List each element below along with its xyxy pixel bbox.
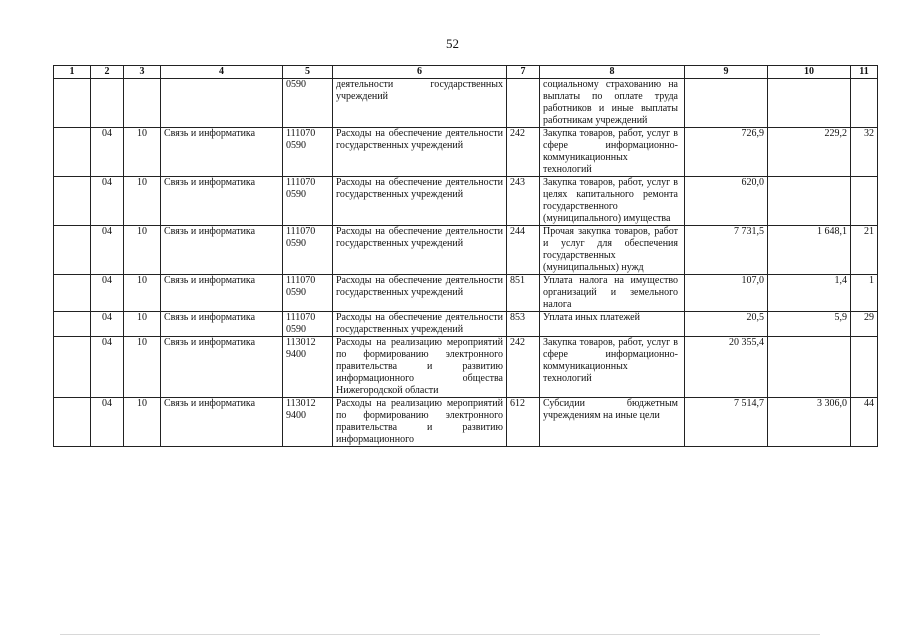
header-row [54,66,878,79]
cell-actual: 229,2 [768,128,851,177]
cell-target-code: 111070 0590 [283,226,333,275]
cell-expense-type: 853 [507,312,540,337]
cell-plan: 7 514,7 [685,398,768,447]
cell-expense-name: Субсидии бюджетным учреждениям на иные цели [540,398,685,447]
cell-expense-name: Закупка товаров, работ, услуг в сфере информационно-коммуникационных технологий [540,128,685,177]
cell-target-name: Расходы на обеспечение деятельности государственных учреждений [333,226,507,275]
table-row [54,79,878,128]
cell-expense-type: 242 [507,337,540,398]
cell-expense-name: Уплата иных платежей [540,312,685,337]
table-row [54,398,878,447]
cell-expense-name: Уплата налога на имущество организаций и земельного налога [540,275,685,312]
cell-col1 [54,79,91,128]
scan-edge-artifact [60,634,820,635]
cell-percent [851,337,878,398]
cell-plan: 107,0 [685,275,768,312]
cell-section-name: Связь и информатика [161,398,283,447]
table-row [54,128,878,177]
cell-expense-name: Закупка товаров, работ, услуг в сфере информационно-коммуникационных технологий [540,337,685,398]
cell-expense-type: 851 [507,275,540,312]
cell-subsection: 10 [124,177,161,226]
cell-expense-type [507,79,540,128]
cell-target-code: 111070 0590 [283,312,333,337]
cell-section-name: Связь и информатика [161,337,283,398]
cell-actual [768,177,851,226]
cell-expense-name: социальному страхованию на выплаты по оплате труда работников и иные выплаты работникам учреждений [540,79,685,128]
cell-subsection: 10 [124,312,161,337]
cell-target-name: Расходы на реализацию мероприятий по формированию электронного правительства и развитию информационного общества Нижегородской области [333,337,507,398]
cell-percent [851,79,878,128]
cell-section-name: Связь и информатика [161,128,283,177]
cell-subsection [124,79,161,128]
cell-col1 [54,398,91,447]
column-header: 5 [283,66,333,79]
cell-target-code: 111070 0590 [283,177,333,226]
cell-section-name [161,79,283,128]
cell-percent: 21 [851,226,878,275]
cell-col1 [54,226,91,275]
cell-section-name: Связь и информатика [161,275,283,312]
cell-col1 [54,128,91,177]
cell-section [91,79,124,128]
cell-target-name: Расходы на обеспечение деятельности государственных учреждений [333,177,507,226]
column-header: 6 [333,66,507,79]
cell-actual: 1 648,1 [768,226,851,275]
cell-subsection: 10 [124,398,161,447]
cell-plan: 20,5 [685,312,768,337]
cell-target-code: 113012 9400 [283,337,333,398]
cell-section-name: Связь и информатика [161,226,283,275]
budget-table [53,65,878,447]
table-row [54,337,878,398]
cell-actual: 1,4 [768,275,851,312]
cell-target-name: Расходы на обеспечение деятельности государственных учреждений [333,275,507,312]
cell-percent: 44 [851,398,878,447]
cell-section: 04 [91,128,124,177]
column-header: 8 [540,66,685,79]
cell-target-code: 111070 0590 [283,128,333,177]
cell-section: 04 [91,398,124,447]
cell-col1 [54,337,91,398]
cell-percent [851,177,878,226]
cell-target-code: 0590 [283,79,333,128]
cell-percent: 1 [851,275,878,312]
column-header: 10 [768,66,851,79]
table-row [54,226,878,275]
cell-col1 [54,177,91,226]
cell-section-name: Связь и информатика [161,177,283,226]
cell-expense-type: 243 [507,177,540,226]
cell-actual [768,79,851,128]
cell-target-name: Расходы на обеспечение деятельности государственных учреждений [333,312,507,337]
cell-subsection: 10 [124,128,161,177]
cell-actual [768,337,851,398]
cell-expense-name: Закупка товаров, работ, услуг в целях капитального ремонта государственного (муниципального) имущества [540,177,685,226]
cell-col1 [54,312,91,337]
cell-expense-type: 612 [507,398,540,447]
cell-plan: 726,9 [685,128,768,177]
cell-target-name: деятельности государственных учреждений [333,79,507,128]
cell-expense-name: Прочая закупка товаров, работ и услуг для обеспечения государственных (муниципальных) нужд [540,226,685,275]
column-header: 2 [91,66,124,79]
cell-percent: 32 [851,128,878,177]
column-header: 9 [685,66,768,79]
cell-plan [685,79,768,128]
column-header: 4 [161,66,283,79]
cell-section-name: Связь и информатика [161,312,283,337]
cell-section: 04 [91,337,124,398]
cell-plan: 20 355,4 [685,337,768,398]
cell-expense-type: 242 [507,128,540,177]
table-row [54,177,878,226]
cell-plan: 620,0 [685,177,768,226]
column-header: 3 [124,66,161,79]
cell-target-code: 113012 9400 [283,398,333,447]
cell-section: 04 [91,275,124,312]
cell-subsection: 10 [124,226,161,275]
cell-target-code: 111070 0590 [283,275,333,312]
table-row [54,312,878,337]
cell-subsection: 10 [124,275,161,312]
cell-actual: 5,9 [768,312,851,337]
cell-percent: 29 [851,312,878,337]
cell-col1 [54,275,91,312]
table-row [54,275,878,312]
cell-plan: 7 731,5 [685,226,768,275]
cell-target-name: Расходы на реализацию мероприятий по формированию электронного правительства и развитию информационного [333,398,507,447]
column-header: 7 [507,66,540,79]
cell-target-name: Расходы на обеспечение деятельности государственных учреждений [333,128,507,177]
cell-section: 04 [91,177,124,226]
cell-section: 04 [91,226,124,275]
cell-subsection: 10 [124,337,161,398]
column-header: 11 [851,66,878,79]
cell-expense-type: 244 [507,226,540,275]
cell-section: 04 [91,312,124,337]
column-header: 1 [54,66,91,79]
page-number: 52 [446,36,459,51]
cell-actual: 3 306,0 [768,398,851,447]
